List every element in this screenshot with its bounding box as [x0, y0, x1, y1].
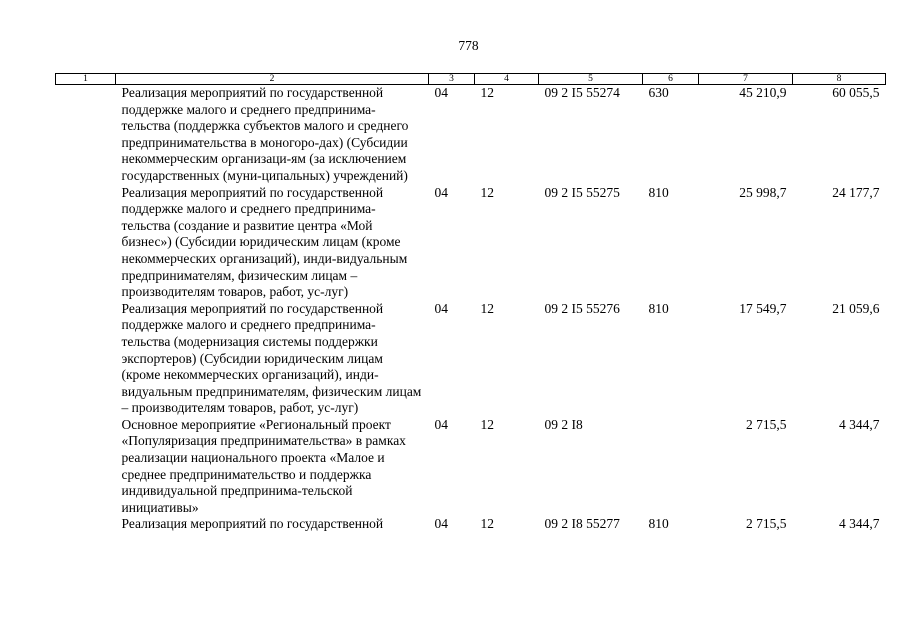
row-expense-type: 810 — [648, 184, 669, 200]
header-col-8: 8 — [793, 74, 886, 85]
cell-empty — [56, 85, 116, 185]
header-col-6: 6 — [643, 74, 699, 85]
row-value-8: 60 055,5 — [832, 85, 880, 100]
page-number: 778 — [458, 38, 479, 53]
cell-empty — [56, 417, 116, 517]
row-subsection: 12 — [480, 85, 494, 100]
header-col-3: 3 — [429, 74, 475, 85]
cell-empty — [56, 185, 116, 301]
row-target-article: 09 2 I5 55274 — [544, 85, 620, 100]
row-subsection: 12 — [480, 516, 494, 532]
header-col-2: 2 — [116, 74, 429, 85]
row-target-article: 09 2 I8 — [544, 416, 583, 432]
header-col-1: 1 — [56, 74, 116, 85]
row-subsection: 12 — [480, 416, 494, 432]
row-subsection: 12 — [480, 184, 494, 200]
row-value-7: 17 549,7 — [739, 300, 787, 316]
row-value-8: 24 177,7 — [832, 184, 880, 200]
row-section: 04 — [434, 184, 448, 200]
row-expense-type — [643, 417, 699, 517]
table-row — [56, 301, 886, 417]
budget-table — [55, 73, 886, 538]
header-row — [56, 74, 886, 85]
row-section: 04 — [434, 516, 448, 532]
cell-empty — [56, 516, 116, 538]
row-target-article: 09 2 I5 55276 — [544, 300, 620, 316]
row-description: Реализация мероприятий по государственной поддержке малого и среднего предпринима-тельства (модернизация системы поддержки экспортеров) (Субсидии юридическим лицам (кроме некоммерческих организаций), инди-видуальным предпринимателям, физическим лицам – производителям товаров, работ, ус-луг) — [121, 300, 422, 416]
header-col-5: 5 — [539, 74, 643, 85]
row-value-7: 2 715,5 — [746, 516, 787, 532]
header-col-4: 4 — [475, 74, 539, 85]
row-expense-type: 630 — [648, 85, 669, 100]
header-col-7: 7 — [699, 74, 793, 85]
cell-empty — [56, 301, 116, 417]
row-value-8: 21 059,6 — [832, 300, 880, 316]
row-description: Реализация мероприятий по государственной поддержке малого и среднего предпринима-тельства (создание и развитие центра «Мой бизнес») (Субсидии юридическим лицам (кроме некоммерческих организаций), инди-видуальным предпринимателям, физическим лицам – производителям товаров, работ, ус-луг) — [121, 184, 408, 300]
row-section: 04 — [434, 300, 448, 316]
row-value-8: 4 344,7 — [839, 516, 880, 532]
row-section: 04 — [434, 416, 448, 432]
row-value-7: 45 210,9 — [739, 85, 787, 100]
row-value-8: 4 344,7 — [839, 416, 880, 432]
row-target-article: 09 2 I8 55277 — [544, 516, 620, 532]
row-value-7: 25 998,7 — [739, 184, 787, 200]
table-row — [56, 417, 886, 517]
row-description: Реализация мероприятий по государственной поддержке малого и среднего предпринима-тельства (поддержка субъектов малого и среднего предпринимательства в моногоро-дах) (Субсидии некоммерческим организаци-ям (за исключением государственных (муни-ципальных) учреждений) — [121, 85, 409, 183]
row-section: 04 — [434, 85, 448, 100]
row-expense-type: 810 — [648, 300, 669, 316]
table-row — [56, 516, 886, 538]
row-value-7: 2 715,5 — [746, 416, 787, 432]
row-description: Основное мероприятие «Региональный проект «Популяризация предпринимательства» в рамках реализации национального проекта «Малое и среднее предпринимательство и поддержка индивидуальной предпринима-тельской инициативы» — [121, 416, 406, 515]
table-row — [56, 85, 886, 185]
table-row — [56, 185, 886, 301]
row-expense-type: 810 — [648, 516, 669, 532]
row-description: Реализация мероприятий по государственной — [121, 516, 384, 532]
row-target-article: 09 2 I5 55275 — [544, 184, 620, 200]
row-subsection: 12 — [480, 300, 494, 316]
